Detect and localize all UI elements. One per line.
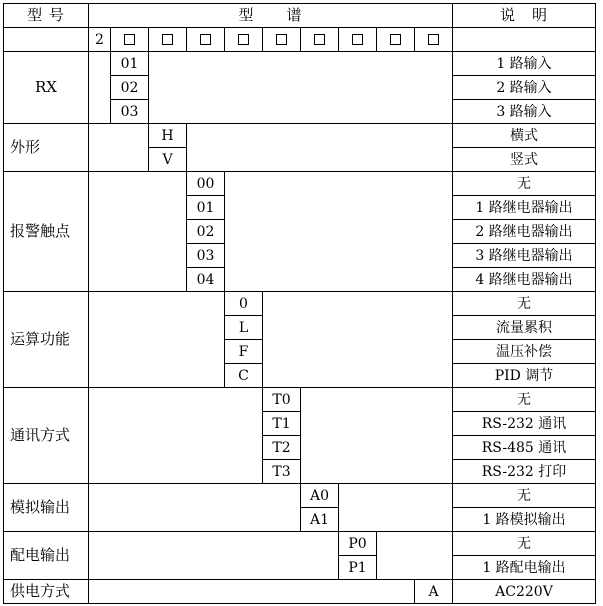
shape-left-blank [89,124,149,172]
shape-desc-1: 横式 [453,124,596,148]
supply-left-blank [89,580,415,604]
power-dist-left-blank [89,532,339,580]
comm-desc-3: RS-485 通讯 [453,436,596,460]
code-row [4,28,596,52]
alarm-code-1: 00 [187,172,225,196]
comm-code-2: T1 [263,412,301,436]
comm-left-blank [89,388,263,484]
alarm-right-blank [225,172,453,292]
comm-row-1 [4,388,596,412]
shape-code-1: H [149,124,187,148]
code-prefix: 2 [89,28,111,52]
shape-code-2: V [149,148,187,172]
calc-code-1: 0 [225,292,263,316]
supply-code-1: A [415,580,453,604]
power-dist-desc-1: 无 [453,532,596,556]
rx-right-blank [149,52,453,124]
calc-desc-3: 温压补偿 [453,340,596,364]
code-row-desc-empty [453,28,596,52]
analog-code-1: A0 [301,484,339,508]
analog-desc-1: 无 [453,484,596,508]
code-slot-1 [111,28,149,52]
header-description: 说 明 [453,4,596,28]
comm-label: 通讯方式 [4,388,89,484]
comm-desc-4: RS-232 打印 [453,460,596,484]
analog-code-2: A1 [301,508,339,532]
code-slot-4 [225,28,263,52]
rx-code-1: 01 [111,52,149,76]
code-row-empty [4,28,89,52]
analog-desc-2: 1 路模拟输出 [453,508,596,532]
alarm-desc-4: 3 路继电器输出 [453,244,596,268]
rx-desc-3: 3 路输入 [453,100,596,124]
code-box-icon [124,34,135,45]
supply-label: 供电方式 [4,580,89,604]
code-slot-3 [187,28,225,52]
power-dist-code-1: P0 [339,532,377,556]
header-row [4,4,596,28]
analog-row-1 [4,484,596,508]
header-model-no: 型 号 [4,4,89,28]
alarm-code-3: 02 [187,220,225,244]
calc-code-4: C [225,364,263,388]
calc-desc-1: 无 [453,292,596,316]
rx-left-blank [89,52,111,124]
comm-right-blank [301,388,453,484]
code-box-icon [352,34,363,45]
code-box-icon [200,34,211,45]
code-slot-2 [149,28,187,52]
calc-desc-2: 流量累积 [453,316,596,340]
supply-row-1 [4,580,596,604]
shape-right-blank [187,124,453,172]
power-dist-desc-2: 1 路配电输出 [453,556,596,580]
alarm-code-4: 03 [187,244,225,268]
rx-desc-2: 2 路输入 [453,76,596,100]
calc-code-3: F [225,340,263,364]
code-box-icon [276,34,287,45]
code-box-icon [314,34,325,45]
calc-right-blank [263,292,453,388]
shape-desc-2: 竖式 [453,148,596,172]
analog-label: 模拟输出 [4,484,89,532]
code-box-icon [162,34,173,45]
model-spectrum-table [3,3,596,604]
alarm-label: 报警触点 [4,172,89,292]
shape-row-1 [4,124,596,148]
code-slot-5 [263,28,301,52]
shape-label: 外形 [4,124,89,172]
alarm-desc-1: 无 [453,172,596,196]
header-spectrum: 型 谱 [89,4,453,28]
alarm-code-5: 04 [187,268,225,292]
alarm-left-blank [89,172,187,292]
rx-desc-1: 1 路输入 [453,52,596,76]
alarm-desc-3: 2 路继电器输出 [453,220,596,244]
calc-left-blank [89,292,225,388]
rx-label: RX [4,52,89,124]
alarm-desc-2: 1 路继电器输出 [453,196,596,220]
code-slot-6 [301,28,339,52]
alarm-desc-5: 4 路继电器输出 [453,268,596,292]
power-dist-label: 配电输出 [4,532,89,580]
code-slot-8 [377,28,415,52]
rx-code-2: 02 [111,76,149,100]
power-dist-row-1 [4,532,596,556]
code-box-icon [390,34,401,45]
power-dist-right-blank [377,532,453,580]
alarm-code-2: 01 [187,196,225,220]
calc-row-1 [4,292,596,316]
code-slot-7 [339,28,377,52]
rx-row-1 [4,52,596,76]
power-dist-code-2: P1 [339,556,377,580]
code-box-icon [428,34,439,45]
model-spectrum-table-wrap [3,3,596,604]
supply-desc-1: AC220V [453,580,596,604]
comm-code-4: T3 [263,460,301,484]
analog-right-blank [339,484,453,532]
code-box-icon [238,34,249,45]
analog-left-blank [89,484,301,532]
calc-label: 运算功能 [4,292,89,388]
rx-code-3: 03 [111,100,149,124]
calc-code-2: L [225,316,263,340]
comm-code-1: T0 [263,388,301,412]
code-slot-9 [415,28,453,52]
comm-desc-2: RS-232 通讯 [453,412,596,436]
comm-code-3: T2 [263,436,301,460]
comm-desc-1: 无 [453,388,596,412]
alarm-row-1 [4,172,596,196]
calc-desc-4: PID 调节 [453,364,596,388]
